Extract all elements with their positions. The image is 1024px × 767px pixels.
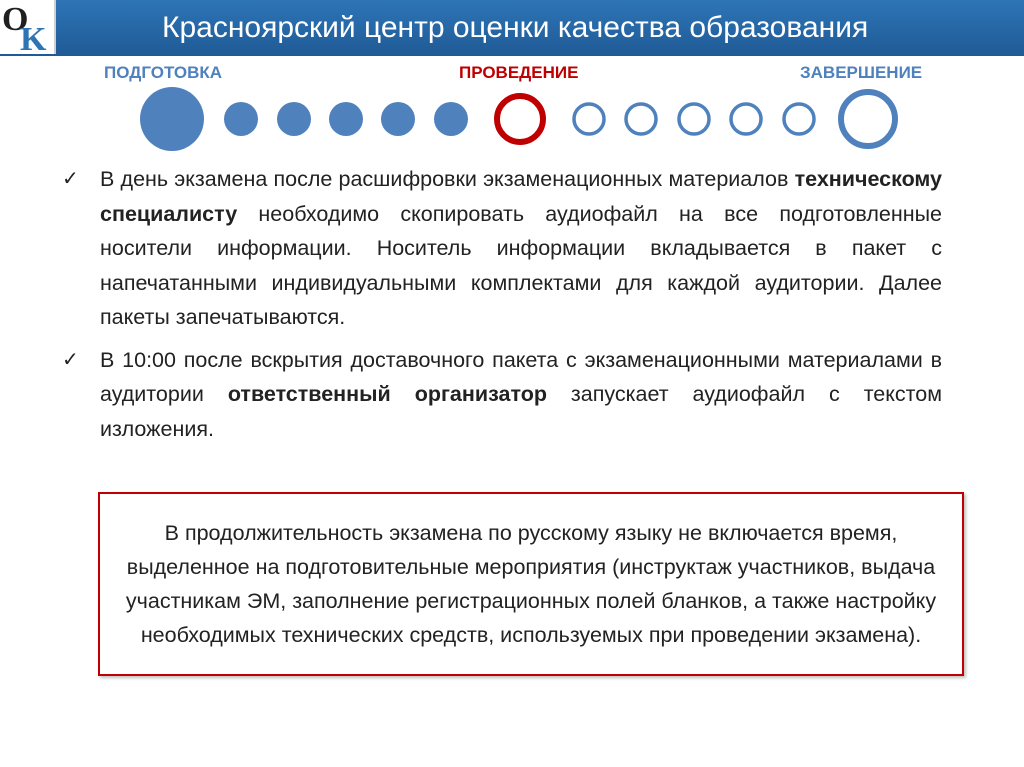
logo bbox=[0, 0, 56, 54]
checkmark-icon: ✓ bbox=[62, 348, 79, 371]
note-box bbox=[98, 492, 964, 676]
bullet-text: В 10:00 после вскрытия доставочного пакета с экзаменационными материалами в аудитории bbox=[100, 347, 942, 406]
stage-dot-preparation bbox=[224, 102, 258, 136]
stage-progress-indicator bbox=[0, 84, 1024, 156]
bullet-text: запускает аудиофайл с текстом изложения. bbox=[100, 382, 943, 441]
bullet-text: В день экзамена после расшифровки экзаменационных материалов bbox=[100, 167, 795, 191]
stage-label-preparation: ПОДГОТОВКА bbox=[104, 63, 223, 82]
stage-dot-completion bbox=[626, 104, 656, 134]
bullet-text: необходимо скопировать аудиофайл на все подготовленные носители информации. Носитель информации вкладывается в пакет с напечатанными индивидуальными комплектами для каждой аудитории. Далее пакеты запечатываются. bbox=[100, 201, 942, 329]
page-title: Красноярский центр оценки качества образования bbox=[162, 11, 869, 44]
stage-dot-conduct-current bbox=[497, 96, 543, 142]
main-content bbox=[62, 162, 942, 454]
header-bar bbox=[0, 0, 1024, 56]
stage-label-completion: ЗАВЕРШЕНИЕ bbox=[800, 63, 923, 82]
stage-dot-completion bbox=[731, 104, 761, 134]
bullet-bold-text: ответственный организатор bbox=[227, 382, 547, 406]
stage-dot-completion bbox=[679, 104, 709, 134]
stage-dot-preparation bbox=[434, 102, 468, 136]
bullet-bold-text: техническому специалисту bbox=[100, 167, 942, 226]
stage-dot-preparation bbox=[277, 102, 311, 136]
note-text: В продолжительность экзамена по русскому языку не включается время, выделенное на подготовительные мероприятия (инструктаж участников, выдача участникам ЭМ, заполнение регистрационных полей бланков, а также настройку необходимых технических средств, используемых при проведении экзамена). bbox=[125, 521, 937, 647]
bullet-item bbox=[62, 162, 942, 335]
svg-text:O: O bbox=[2, 1, 29, 38]
stage-label-conduct: ПРОВЕДЕНИЕ bbox=[459, 63, 579, 82]
stage-dot-completion bbox=[574, 104, 604, 134]
bullet-item bbox=[62, 343, 942, 447]
stage-dot-completion-large bbox=[841, 92, 895, 146]
stage-dot-preparation bbox=[381, 102, 415, 136]
stage-dot-preparation bbox=[329, 102, 363, 136]
stage-dot-preparation-large bbox=[140, 87, 204, 151]
stage-dot-completion bbox=[784, 104, 814, 134]
checkmark-icon: ✓ bbox=[62, 168, 79, 190]
svg-text:K: K bbox=[20, 21, 47, 54]
logo-icon bbox=[0, 0, 54, 54]
